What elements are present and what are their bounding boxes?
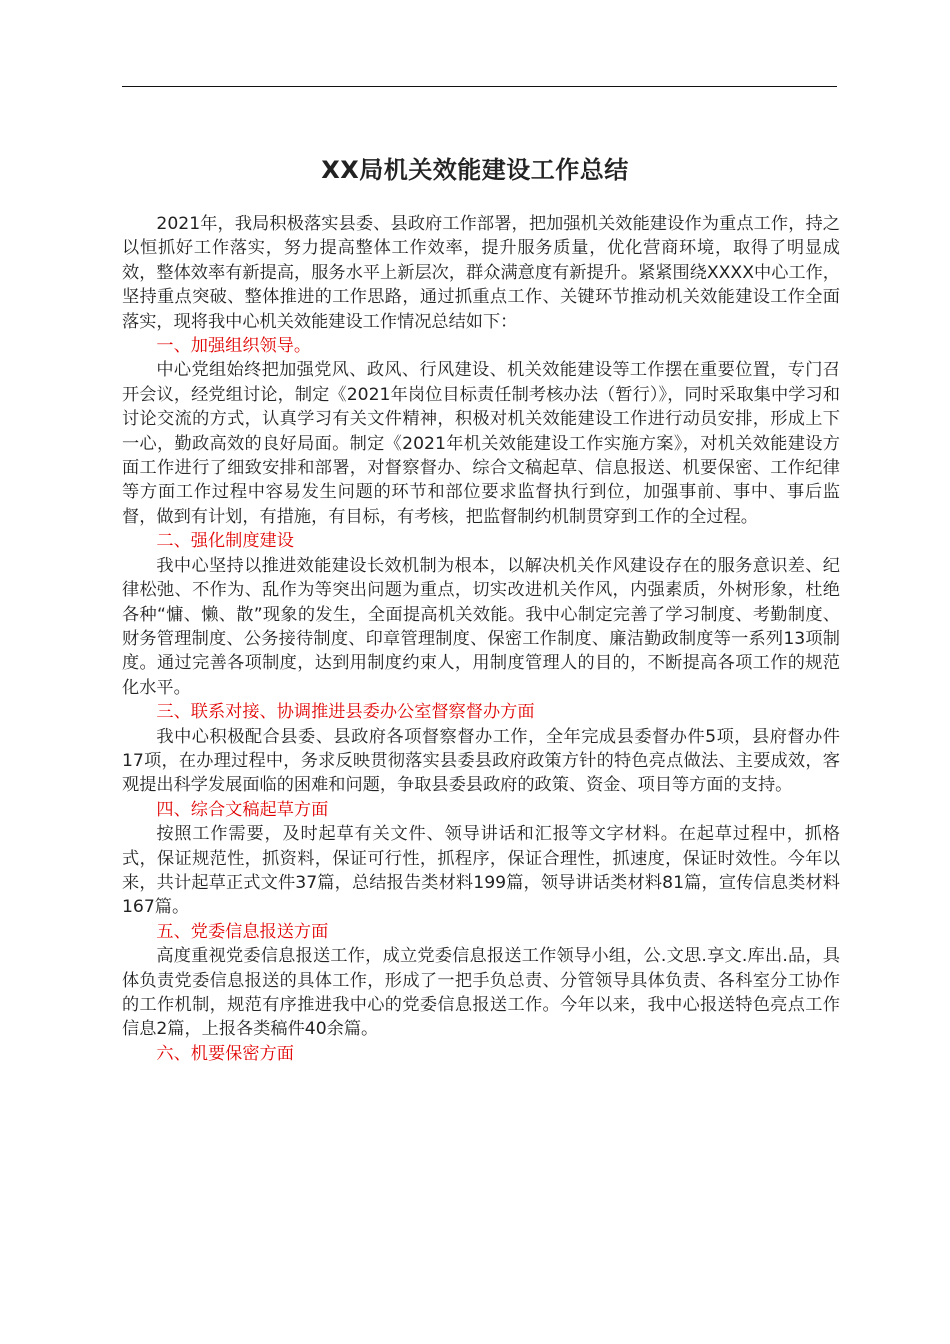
section-heading-3: 三、联系对接、协调推进县委办公室督察督办方面 bbox=[156, 702, 535, 723]
section-heading-2: 二、强化制度建设 bbox=[156, 531, 294, 552]
section-paragraph-1: 中心党组始终把加强党风、政风、行风建设、机关效能建设等工作摆在重要位置，专门召开会议，经党组讨论，制定《2021年岗位目标责任制考核办法（暂行）》，同时采取集中学习和讨论交流的方式，认真学习有关文件精神，积极对机关效能建设工作进行动员安排，形成上下一心，勤政高效的良好局面。制定《2021年机关效能建设工作实施方案》，对机关效能建设方面工作进行了细致安排和部署，对督察督办、综合文稿起草、信息报送、机要保密、工作纪律等方面工作过程中容易发生问题的环节和部位要求监督执行到位，加强事前、事中、事后监督，做到有计划，有措施，有目标，有考核，把监督制约机制贯穿到工作的全过程。 bbox=[122, 360, 840, 527]
section-heading-1: 一、加强组织领导。 bbox=[156, 336, 312, 357]
section-heading-5: 五、党委信息报送方面 bbox=[156, 921, 329, 942]
document-title: XX局机关效能建设工作总结 bbox=[321, 156, 629, 184]
document-body bbox=[122, 212, 840, 1066]
section-heading-6: 六、机要保密方面 bbox=[156, 1043, 294, 1064]
intro-paragraph: 2021年，我局积极落实县委、县政府工作部署，把加强机关效能建设作为重点工作，持之以恒抓好工作落实，努力提高整体工作效率，提升服务质量，优化营商环境，取得了明显成效，整体效率有新提高，服务水平上新层次，群众满意度有新提升。紧紧围绕XXXX中心工作，坚持重点突破、整体推进的工作思路，通过抓重点工作、关键环节推动机关效能建设工作全面落实，现将我中心机关效能建设工作情况总结如下： bbox=[122, 214, 840, 332]
section-heading-4: 四、综合文稿起草方面 bbox=[156, 799, 329, 820]
header-rule bbox=[122, 86, 837, 87]
section-paragraph-5: 高度重视党委信息报送工作，成立党委信息报送工作领导小组，公.文思.享文.库出.品，具体负责党委信息报送的具体工作，形成了一把手负总责、分管领导具体负责、各科室分工协作的工作机制，规范有序推进我中心的党委信息报送工作。今年以来，我中心报送特色亮点工作信息2篇，上报各类稿件40余篇。 bbox=[122, 946, 840, 1040]
section-paragraph-4: 按照工作需要，及时起草有关文件、领导讲话和汇报等文字材料。在起草过程中，抓格式，保证规范性，抓资料，保证可行性，抓程序，保证合理性，抓速度，保证时效性。今年以来，共计起草正式文件37篇，总结报告类材料199篇，领导讲话类材料81篇，宣传信息类材料167篇。 bbox=[122, 824, 840, 918]
section-paragraph-3: 我中心积极配合县委、县政府各项督察督办工作，全年完成县委督办件5项，县府督办件17项，在办理过程中，务求反映贯彻落实县委县政府政策方针的特色亮点做法、主要成效，客观提出科学发展面临的困难和问题，争取县委县政府的政策、资金、项目等方面的支持。 bbox=[122, 726, 840, 796]
section-paragraph-2: 我中心坚持以推进效能建设长效机制为根本，以解决机关作风建设存在的服务意识差、纪律松弛、不作为、乱作为等突出问题为重点，切实改进机关作风，内强素质，外树形象，杜绝各种“慵、懒、散”现象的发生，全面提高机关效能。我中心制定完善了学习制度、考勤制度、财务管理制度、公务接待制度、印章管理制度、保密工作制度、廉洁勤政制度等一系列13项制度。通过完善各项制度，达到用制度约束人，用制度管理人的目的，不断提高各项工作的规范化水平。 bbox=[122, 555, 840, 698]
